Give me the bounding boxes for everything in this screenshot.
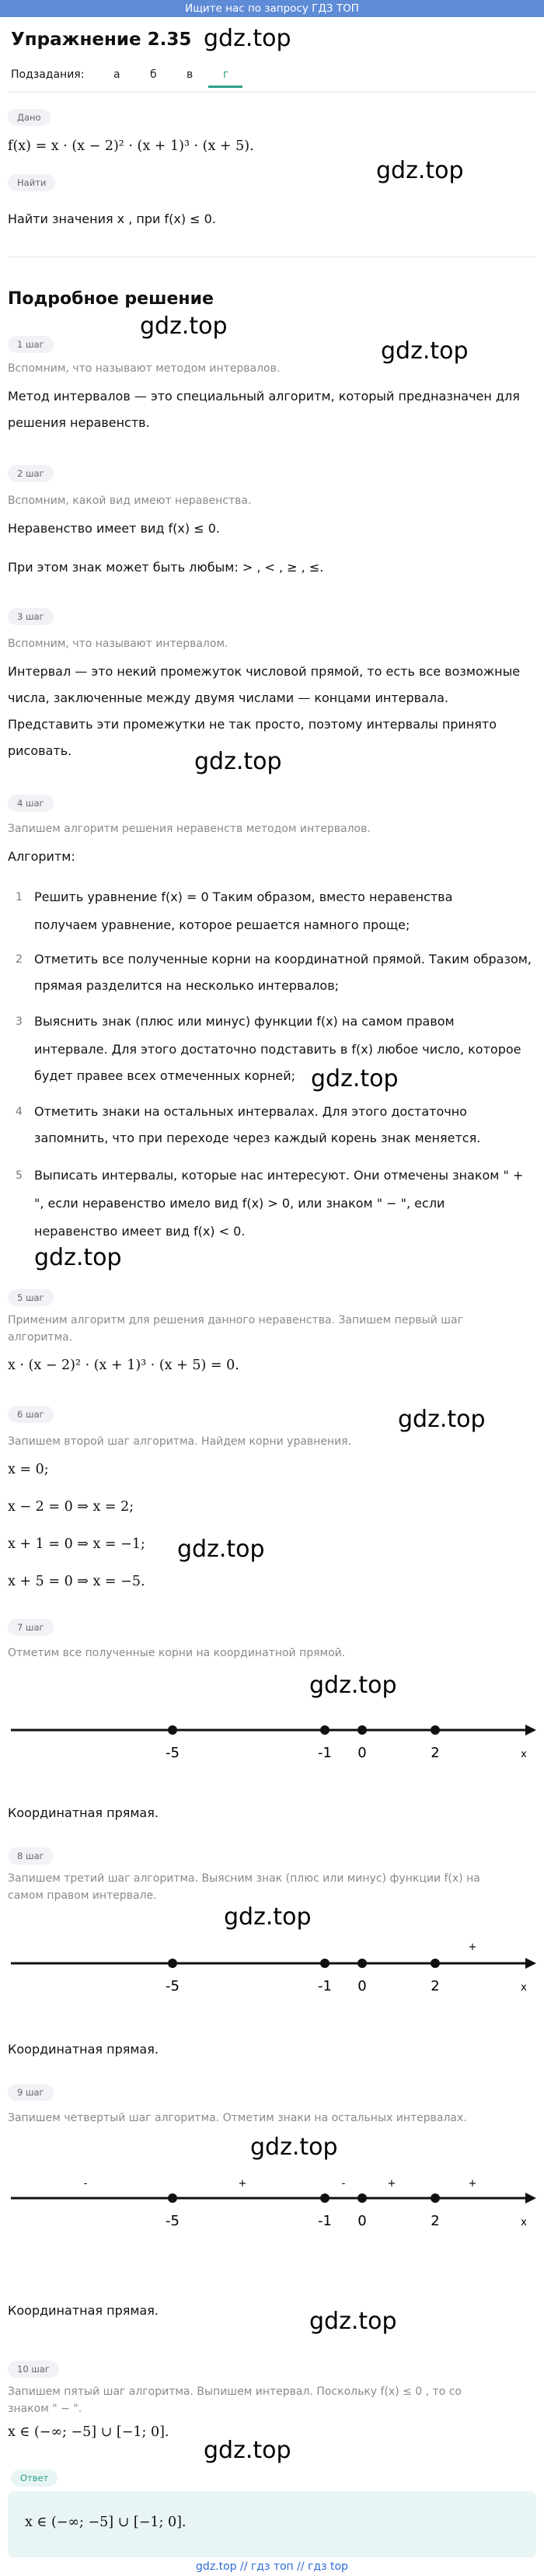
given-pill: Дано <box>8 109 51 126</box>
list-item: ", если неравенство имело вид f(x) > 0, или знаком " − ", если <box>34 1196 445 1211</box>
list-item: получаем уравнение, которое решается намного проще; <box>34 918 410 932</box>
tick-label: -1 <box>318 1745 332 1761</box>
watermark: gdz.top <box>177 1536 265 1563</box>
sign-label: - <box>83 2178 88 2190</box>
step-note: Вспомним, какой вид имеют неравенства. <box>8 495 252 507</box>
list-item: будет правее всех отмеченных корней; <box>34 1068 296 1083</box>
tab-b[interactable]: б <box>150 68 157 81</box>
list-item: запомнить, что при переходе через каждый корень знак меняется. <box>34 1131 481 1145</box>
point <box>357 2193 367 2203</box>
axis-arrow <box>525 2193 536 2204</box>
point <box>357 1725 367 1735</box>
point <box>357 1959 367 1968</box>
step-pill: 9 шаг <box>8 2084 54 2101</box>
watermark: gdz.top <box>34 1244 122 1271</box>
sign-label: + <box>468 1942 477 1953</box>
equation: x + 5 = 0 ⇒ x = −5. <box>8 1574 145 1589</box>
step-text: решения неравенств. <box>8 415 150 430</box>
list-item: Решить уравнение f(x) = 0 Таким образом, вместо неравенства <box>34 890 453 904</box>
step-note: Вспомним, что называют интервалом. <box>8 638 228 650</box>
watermark: gdz.top <box>309 2308 397 2335</box>
axis-label: x <box>521 2217 527 2228</box>
answer-text: x ∈ (−∞; −5] ∪ [−1; 0]. <box>25 2515 187 2530</box>
step-formula: x · (x − 2)² · (x + 1)³ · (x + 5) = 0. <box>8 1358 239 1373</box>
sign-label: - <box>341 2178 346 2190</box>
list-number: 3 <box>16 1015 23 1028</box>
axis-arrow <box>525 1958 536 1969</box>
list-number: 5 <box>16 1169 23 1182</box>
step-note: Запишем третий шаг алгоритма. Выясним знак (плюс или минус) функции f(x) на <box>8 1872 480 1885</box>
step-text: Представить эти промежутки не так просто, поэтому интервалы принято <box>8 717 497 732</box>
step-note: Запишем алгоритм решения неравенств методом интервалов. <box>8 823 371 835</box>
equation: x + 1 = 0 ⇒ x = −1; <box>8 1536 145 1552</box>
tab-v[interactable]: в <box>187 68 194 81</box>
find-pill: Найти <box>8 174 55 191</box>
step-note: знаком " − ". <box>8 2403 82 2415</box>
list-item: Выяснить знак (плюс или минус) функции f(x) на самом правом <box>34 1014 455 1029</box>
step-note: Отметим все полученные корни на координатной прямой. <box>8 1647 346 1659</box>
point <box>320 1959 330 1968</box>
tick-label: -1 <box>318 2213 332 2229</box>
step-pill: 8 шаг <box>8 1847 54 1865</box>
equation: x = 0; <box>8 1462 49 1477</box>
step-result: x ∈ (−∞; −5] ∪ [−1; 0]. <box>8 2424 169 2440</box>
step-note: алгоритма. <box>8 1331 73 1344</box>
footer-link[interactable]: gdz.top <box>196 2560 237 2573</box>
watermark: gdz.top <box>224 1903 312 1931</box>
step-pill: 3 шаг <box>8 608 54 625</box>
step-note: Запишем второй шаг алгоритма. Найдем корни уравнения. <box>8 1435 352 1448</box>
find-text: Найти значения x , при f(x) ≤ 0. <box>8 211 216 226</box>
point <box>320 1725 330 1735</box>
axis-arrow <box>525 1725 536 1735</box>
watermark: gdz.top <box>194 748 282 775</box>
caption: Координатная прямая. <box>8 2042 159 2057</box>
algorithm-heading: Алгоритм: <box>8 849 75 864</box>
watermark: gdz.top <box>311 1065 399 1092</box>
step-pill: 10 шаг <box>8 2361 59 2378</box>
tick-label: -5 <box>166 1978 180 1994</box>
tick-label: 2 <box>431 2213 440 2229</box>
step-text: Метод интервалов — это специальный алгоритм, который предназначен для <box>8 389 520 404</box>
tab-a[interactable]: а <box>113 68 120 81</box>
step-note: самом правом интервале. <box>8 1889 157 1902</box>
exercise-title: Упражнение 2.35 <box>11 30 192 50</box>
footer-link[interactable]: гдз top <box>308 2560 348 2573</box>
point <box>320 2193 330 2203</box>
active-tab-indicator <box>208 86 242 88</box>
footer <box>0 2560 544 2573</box>
point <box>168 2193 177 2203</box>
point <box>431 1725 440 1735</box>
axis-label: x <box>521 1749 527 1760</box>
step-pill: 4 шаг <box>8 795 54 812</box>
point <box>431 1959 440 1968</box>
divider <box>8 92 536 93</box>
caption: Координатная прямая. <box>8 2303 159 2318</box>
sign-label: + <box>387 2178 396 2190</box>
step-pill: 2 шаг <box>8 465 54 482</box>
tick-label: 2 <box>431 1745 440 1761</box>
sign-label: + <box>468 2178 477 2190</box>
answer-pill: Ответ <box>11 2469 58 2487</box>
step-text: числа, заключенные между двумя числами — концами интервала. <box>8 690 449 705</box>
caption: Координатная прямая. <box>8 1805 159 1820</box>
watermark: gdz.top <box>140 313 228 340</box>
step-text: рисовать. <box>8 743 72 758</box>
watermark: gdz.top <box>376 157 464 184</box>
watermark: gdz.top <box>250 2134 338 2161</box>
tick-label: 2 <box>431 1978 440 1994</box>
tick-label: -5 <box>166 1745 180 1761</box>
step-text: Неравенство имеет вид f(x) ≤ 0. <box>8 521 220 536</box>
watermark: gdz.top <box>309 1672 397 1699</box>
tick-label: -5 <box>166 2213 180 2229</box>
step-text: Интервал — это некий промежуток числовой прямой, то есть все возможные <box>8 664 521 679</box>
step-text: При этом знак может быть любым: > , < , ≥ , ≤. <box>8 560 324 575</box>
axis-label: x <box>521 1982 527 1994</box>
footer-separator: // <box>297 2560 305 2573</box>
step-note: Запишем четвертый шаг алгоритма. Отметим знаки на остальных интервалах. <box>8 2112 467 2124</box>
list-item: неравенство имеет вид f(x) < 0. <box>34 1224 246 1239</box>
sign-label: + <box>238 2178 247 2190</box>
watermark: gdz.top <box>398 1406 486 1433</box>
list-item: Отметить знаки на остальных интервалах. Для этого достаточно <box>34 1104 467 1119</box>
tab-g[interactable]: г <box>223 68 229 81</box>
given-formula: f(x) = x · (x − 2)² · (x + 1)³ · (x + 5). <box>8 138 254 154</box>
equation: x − 2 = 0 ⇒ x = 2; <box>8 1499 134 1515</box>
step-pill: 5 шаг <box>8 1289 54 1306</box>
point <box>431 2193 440 2203</box>
watermark: gdz.top <box>204 25 291 52</box>
list-number: 1 <box>16 891 23 904</box>
promo-banner[interactable]: Ищите нас по запросу ГДЗ ТОП <box>0 0 544 17</box>
tick-label: 0 <box>357 1745 367 1761</box>
solution-title: Подробное решение <box>8 289 214 309</box>
step-note: Применим алгоритм для решения данного неравенства. Запишем первый шаг <box>8 1314 463 1326</box>
watermark: gdz.top <box>204 2437 291 2464</box>
tick-label: 0 <box>357 2213 367 2229</box>
list-number: 4 <box>16 1106 23 1118</box>
number-line <box>0 1936 544 2006</box>
step-pill: 6 шаг <box>8 1406 54 1423</box>
list-item: Отметить все полученные корни на координатной прямой. Таким образом, <box>34 952 532 966</box>
watermark: gdz.top <box>381 337 469 365</box>
step-pill: 7 шаг <box>8 1619 54 1636</box>
number-line <box>0 2171 544 2241</box>
step-pill: 1 шаг <box>8 336 54 353</box>
number-line <box>0 1703 544 1773</box>
list-number: 2 <box>16 953 23 966</box>
step-note: Запишем пятый шаг алгоритма. Выпишем интервал. Поскольку f(x) ≤ 0 , то со <box>8 2386 462 2398</box>
list-item: Выписать интервалы, которые нас интересуют. Они отмечены знаком " + <box>34 1168 524 1183</box>
footer-link[interactable]: гдз топ <box>250 2560 294 2573</box>
subtasks-label: Подзадания: <box>11 68 85 81</box>
list-item: прямая разделится на несколько интервалов; <box>34 978 340 993</box>
tick-label: 0 <box>357 1978 367 1994</box>
footer-separator: // <box>240 2560 248 2573</box>
list-item: интервале. Для этого достаточно подставить в f(x) любое число, которое <box>34 1042 521 1057</box>
point <box>168 1725 177 1735</box>
step-note: Вспомним, что называют методом интервалов. <box>8 362 281 375</box>
point <box>168 1959 177 1968</box>
tick-label: -1 <box>318 1978 332 1994</box>
